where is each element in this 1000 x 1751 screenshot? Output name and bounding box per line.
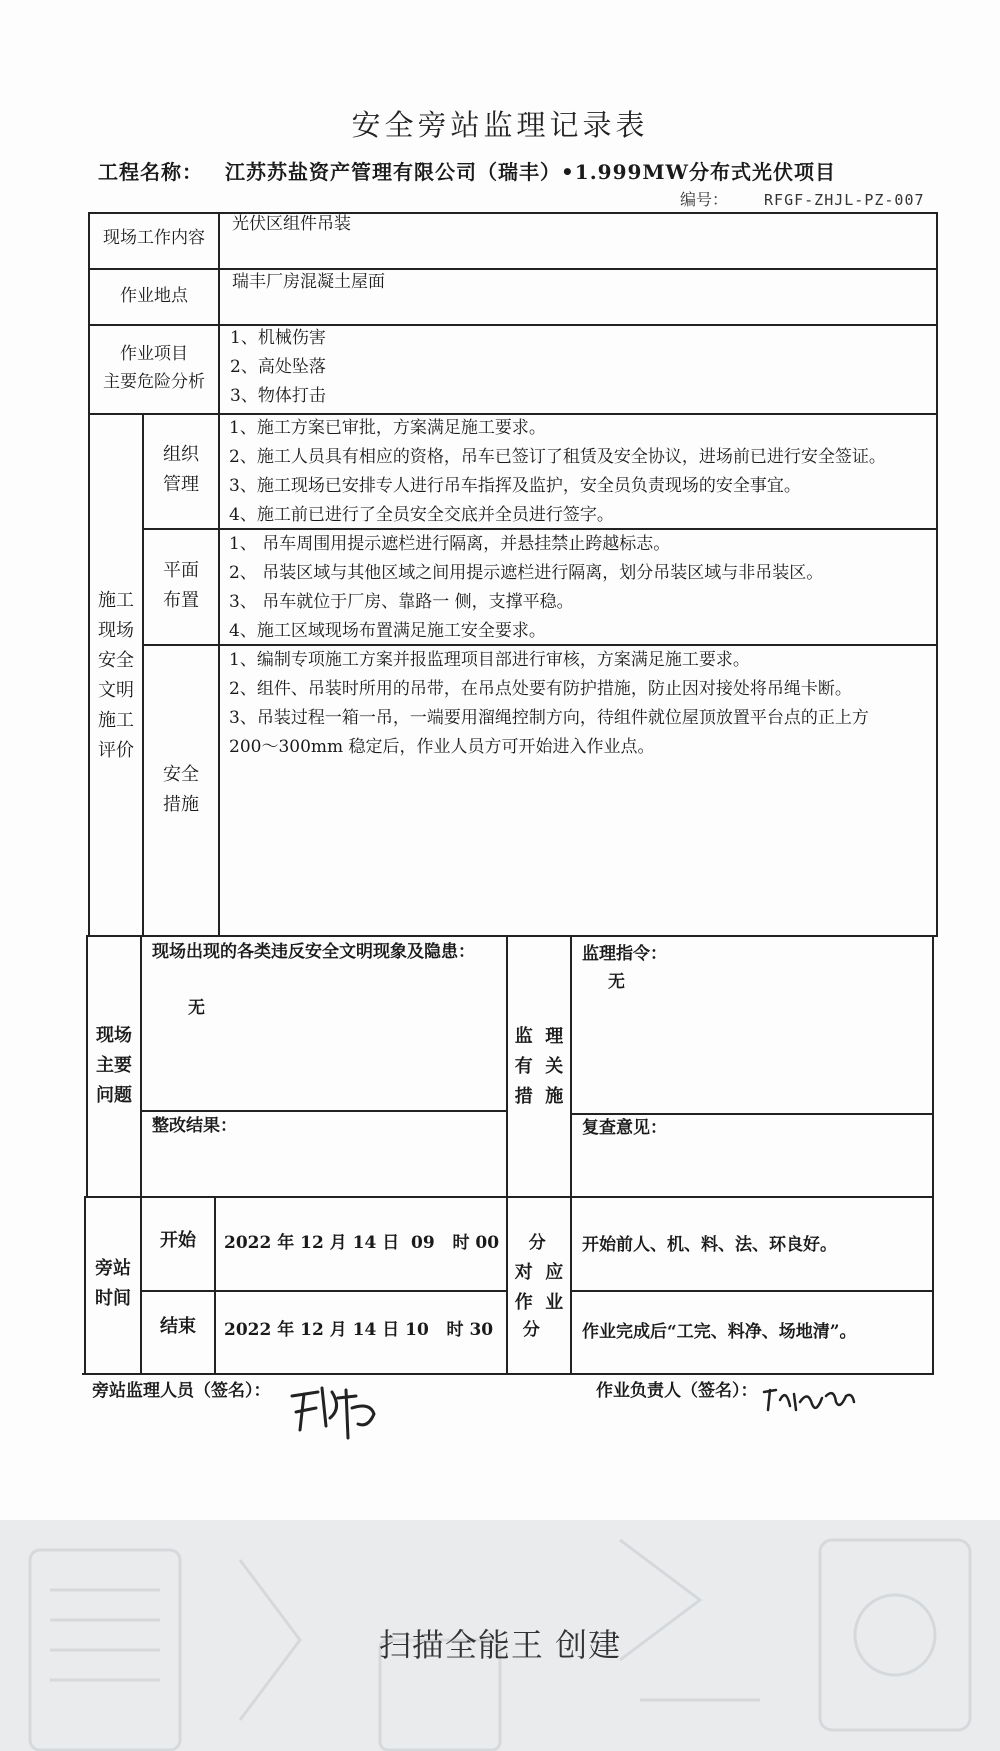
review-label: 复查意见： — [582, 1118, 667, 1138]
project-name: 江苏苏盐资产管理有限公司（瑞丰）•1.999MW分布式光伏项目 — [225, 160, 837, 184]
safety-label: 安全 措施 — [163, 764, 199, 815]
end-time: 2022 年 12 月 14 日 10 时 30 分 — [224, 1320, 540, 1340]
hazard-item: 1、机械伤害 — [230, 328, 326, 348]
supervisor-signature — [282, 1378, 392, 1448]
hazard-item: 3、物体打击 — [230, 386, 326, 406]
safety-item: 200～300mm 稳定后，作业人员方可开始进入作业点。 — [229, 737, 655, 757]
organization-item: 4、施工前已进行了全员安全交底并全员进行签字。 — [229, 505, 614, 525]
code-label: 编号： — [680, 190, 729, 209]
location-value: 瑞丰厂房混凝土屋面 — [232, 272, 385, 292]
layout-item: 3、 吊车就位于厂房、靠路一 侧，支撑平稳。 — [229, 592, 574, 612]
end-response: 作业完成后“工完、料净、场地清”。 — [582, 1322, 857, 1342]
start-time: 2022 年 12 月 14 日 09 时 00 分 — [224, 1233, 546, 1253]
document-title: 安全旁站监理记录表 — [351, 108, 649, 142]
rectification-label: 整改结果： — [152, 1116, 237, 1136]
violations-value: 无 — [188, 998, 205, 1018]
layout-item: 4、施工区域现场布置满足施工安全要求。 — [229, 621, 546, 641]
violations-label: 现场出现的各类违反安全文明现象及隐患： — [152, 942, 475, 962]
start-response: 开始前人、机、料、法、环良好。 — [582, 1235, 837, 1255]
layout-label: 平面 布置 — [163, 560, 199, 611]
evaluation-group-label: 施工 现场 安全 文明 施工 评价 — [98, 590, 134, 761]
hazard-item: 2、高处坠落 — [230, 357, 326, 377]
instruction-label: 监理指令： — [582, 944, 667, 964]
instruction-value: 无 — [608, 972, 625, 992]
organization-item: 3、施工现场已安排专人进行吊车指挥及监护，安全员负责现场的安全事宜。 — [229, 476, 801, 496]
organization-item: 2、施工人员具有相应的资格，吊车已签订了租赁及安全协议，进场前已进行安全签证。 — [229, 447, 886, 467]
hazards-label-line2: 主要危险分析 — [103, 372, 205, 392]
safety-item: 3、吊装过程一箱一吊，一端要用溜绳控制方向，待组件就位屋顶放置平台点的正上方 — [229, 708, 869, 728]
hazards-label-line1: 作业项目 — [120, 344, 188, 364]
end-label: 结束 — [160, 1316, 196, 1337]
location-label: 作业地点 — [120, 286, 188, 306]
organization-label: 组织 管理 — [163, 444, 199, 495]
supervision-measures-label: 监 理 有 关 措 施 — [514, 1026, 564, 1107]
problems-group-label: 现场 主要 问题 — [96, 1025, 132, 1106]
layout-item: 1、 吊车周围用提示遮栏进行隔离，并悬挂禁止跨越标志。 — [229, 534, 671, 554]
corresponding-work-label: 对 应 作 业 — [514, 1262, 564, 1313]
safety-item: 2、组件、吊装时所用的吊带，在吊点处要有防护措施，防止因对接处将吊绳卡断。 — [229, 679, 852, 699]
leader-signature-label: 作业负责人（签名）： — [596, 1381, 758, 1401]
layout-item: 2、 吊装区域与其他区域之间用提示遮栏进行隔离，划分吊装区域与非吊装区。 — [229, 563, 824, 583]
scanner-watermark-banner — [0, 1520, 1000, 1751]
organization-item: 1、施工方案已审批，方案满足施工要求。 — [229, 418, 546, 438]
safety-item: 1、编制专项施工方案并报监理项目部进行审核，方案满足施工要求。 — [229, 650, 750, 670]
work-content-value: 光伏区组件吊装 — [232, 214, 351, 234]
project-label: 工程名称： — [98, 160, 203, 184]
time-group-label: 旁站 时间 — [95, 1258, 131, 1309]
leader-signature — [760, 1380, 860, 1420]
start-label: 开始 — [160, 1230, 196, 1251]
code-value: RFGF-ZHJL-PZ-007 — [764, 191, 925, 209]
work-content-label: 现场工作内容 — [103, 228, 205, 248]
scanner-app-credit: 扫描全能王 创建 — [378, 1626, 622, 1664]
supervisor-signature-label: 旁站监理人员（签名）： — [92, 1381, 271, 1401]
